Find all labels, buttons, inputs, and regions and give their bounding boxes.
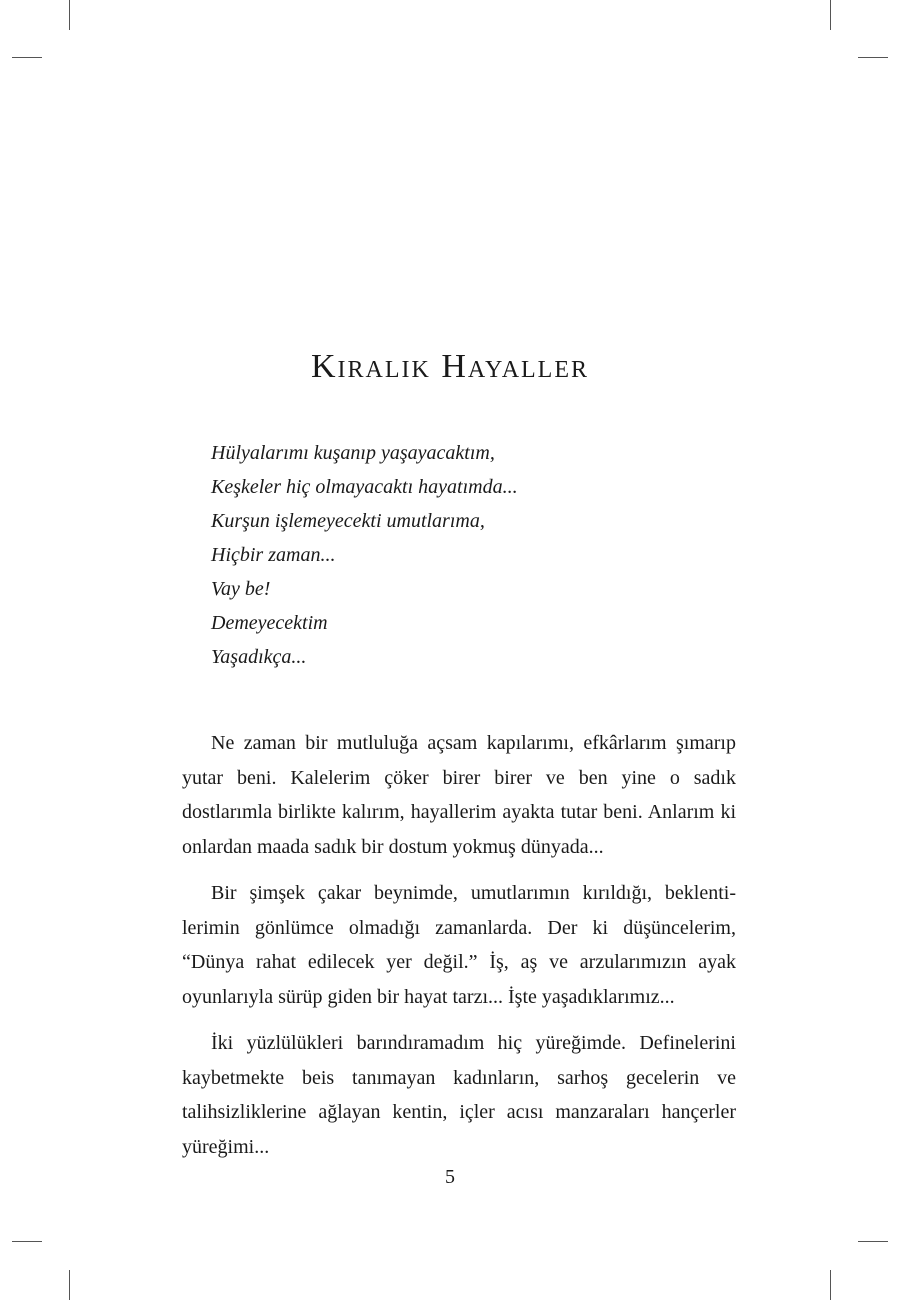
poem-line: Keşkeler hiç olmayacaktı hayatımda... [211,476,518,498]
poem-line: Vay be! [211,578,271,600]
crop-mark-bottom-left [69,1270,70,1300]
body-text [182,726,736,1176]
crop-mark-top-right [830,0,831,30]
crop-mark-top-left-h [12,57,42,58]
poem-line: Yaşadıkça... [211,646,307,668]
crop-mark-bottom-right-h [858,1241,888,1242]
poem-line: Demeyecektim [211,612,328,634]
crop-mark-top-right-h [858,57,888,58]
poem-stanza [211,436,771,674]
chapter-title: Kiralık Hayaller [310,348,590,385]
poem-line: Hiçbir zaman... [211,544,336,566]
page-number: 5 [445,1166,455,1188]
crop-mark-bottom-left-h [12,1241,42,1242]
crop-mark-bottom-right [830,1270,831,1300]
paragraph: İki yüzlülükleri barındıramadım hiç yüreğimde. Definelerini kaybetmekte beis tanımayan kadınların, sarhoş gecelerin ve talihsizliklerine ağlayan kentin, içler acısı manzaraları hançerler yüreğimi... [182,1032,736,1158]
paragraph: Ne zaman bir mutluluğa açsam kapılarımı, efkârlarım şımarıp yutar beni. Kalelerim çöker birer birer ve ben yine o sadık dostlarımla birlikte kalırım, hayallerim ayakta tutar beni. Anlarım ki onlardan maada sadık bir dostum yokmuş dünyada... [182,732,736,858]
poem-line: Hülyalarımı kuşanıp yaşayacaktım, [211,442,495,464]
poem-line: Kurşun işlemeyecekti umutlarıma, [211,510,485,532]
crop-mark-top-left [69,0,70,30]
paragraph: Bir şimşek çakar beynimde, umutlarımın kırıldığı, beklentilerimin gönlümce olmadığı zamanlarda. Der ki düşüncelerim, “Dünya rahat edilecek yer değil.” İş, aş ve arzularımızın ayak oyunlarıyla sürüp giden bir hayat tarzı... İşte yaşadıklarımız... [182,882,736,1008]
